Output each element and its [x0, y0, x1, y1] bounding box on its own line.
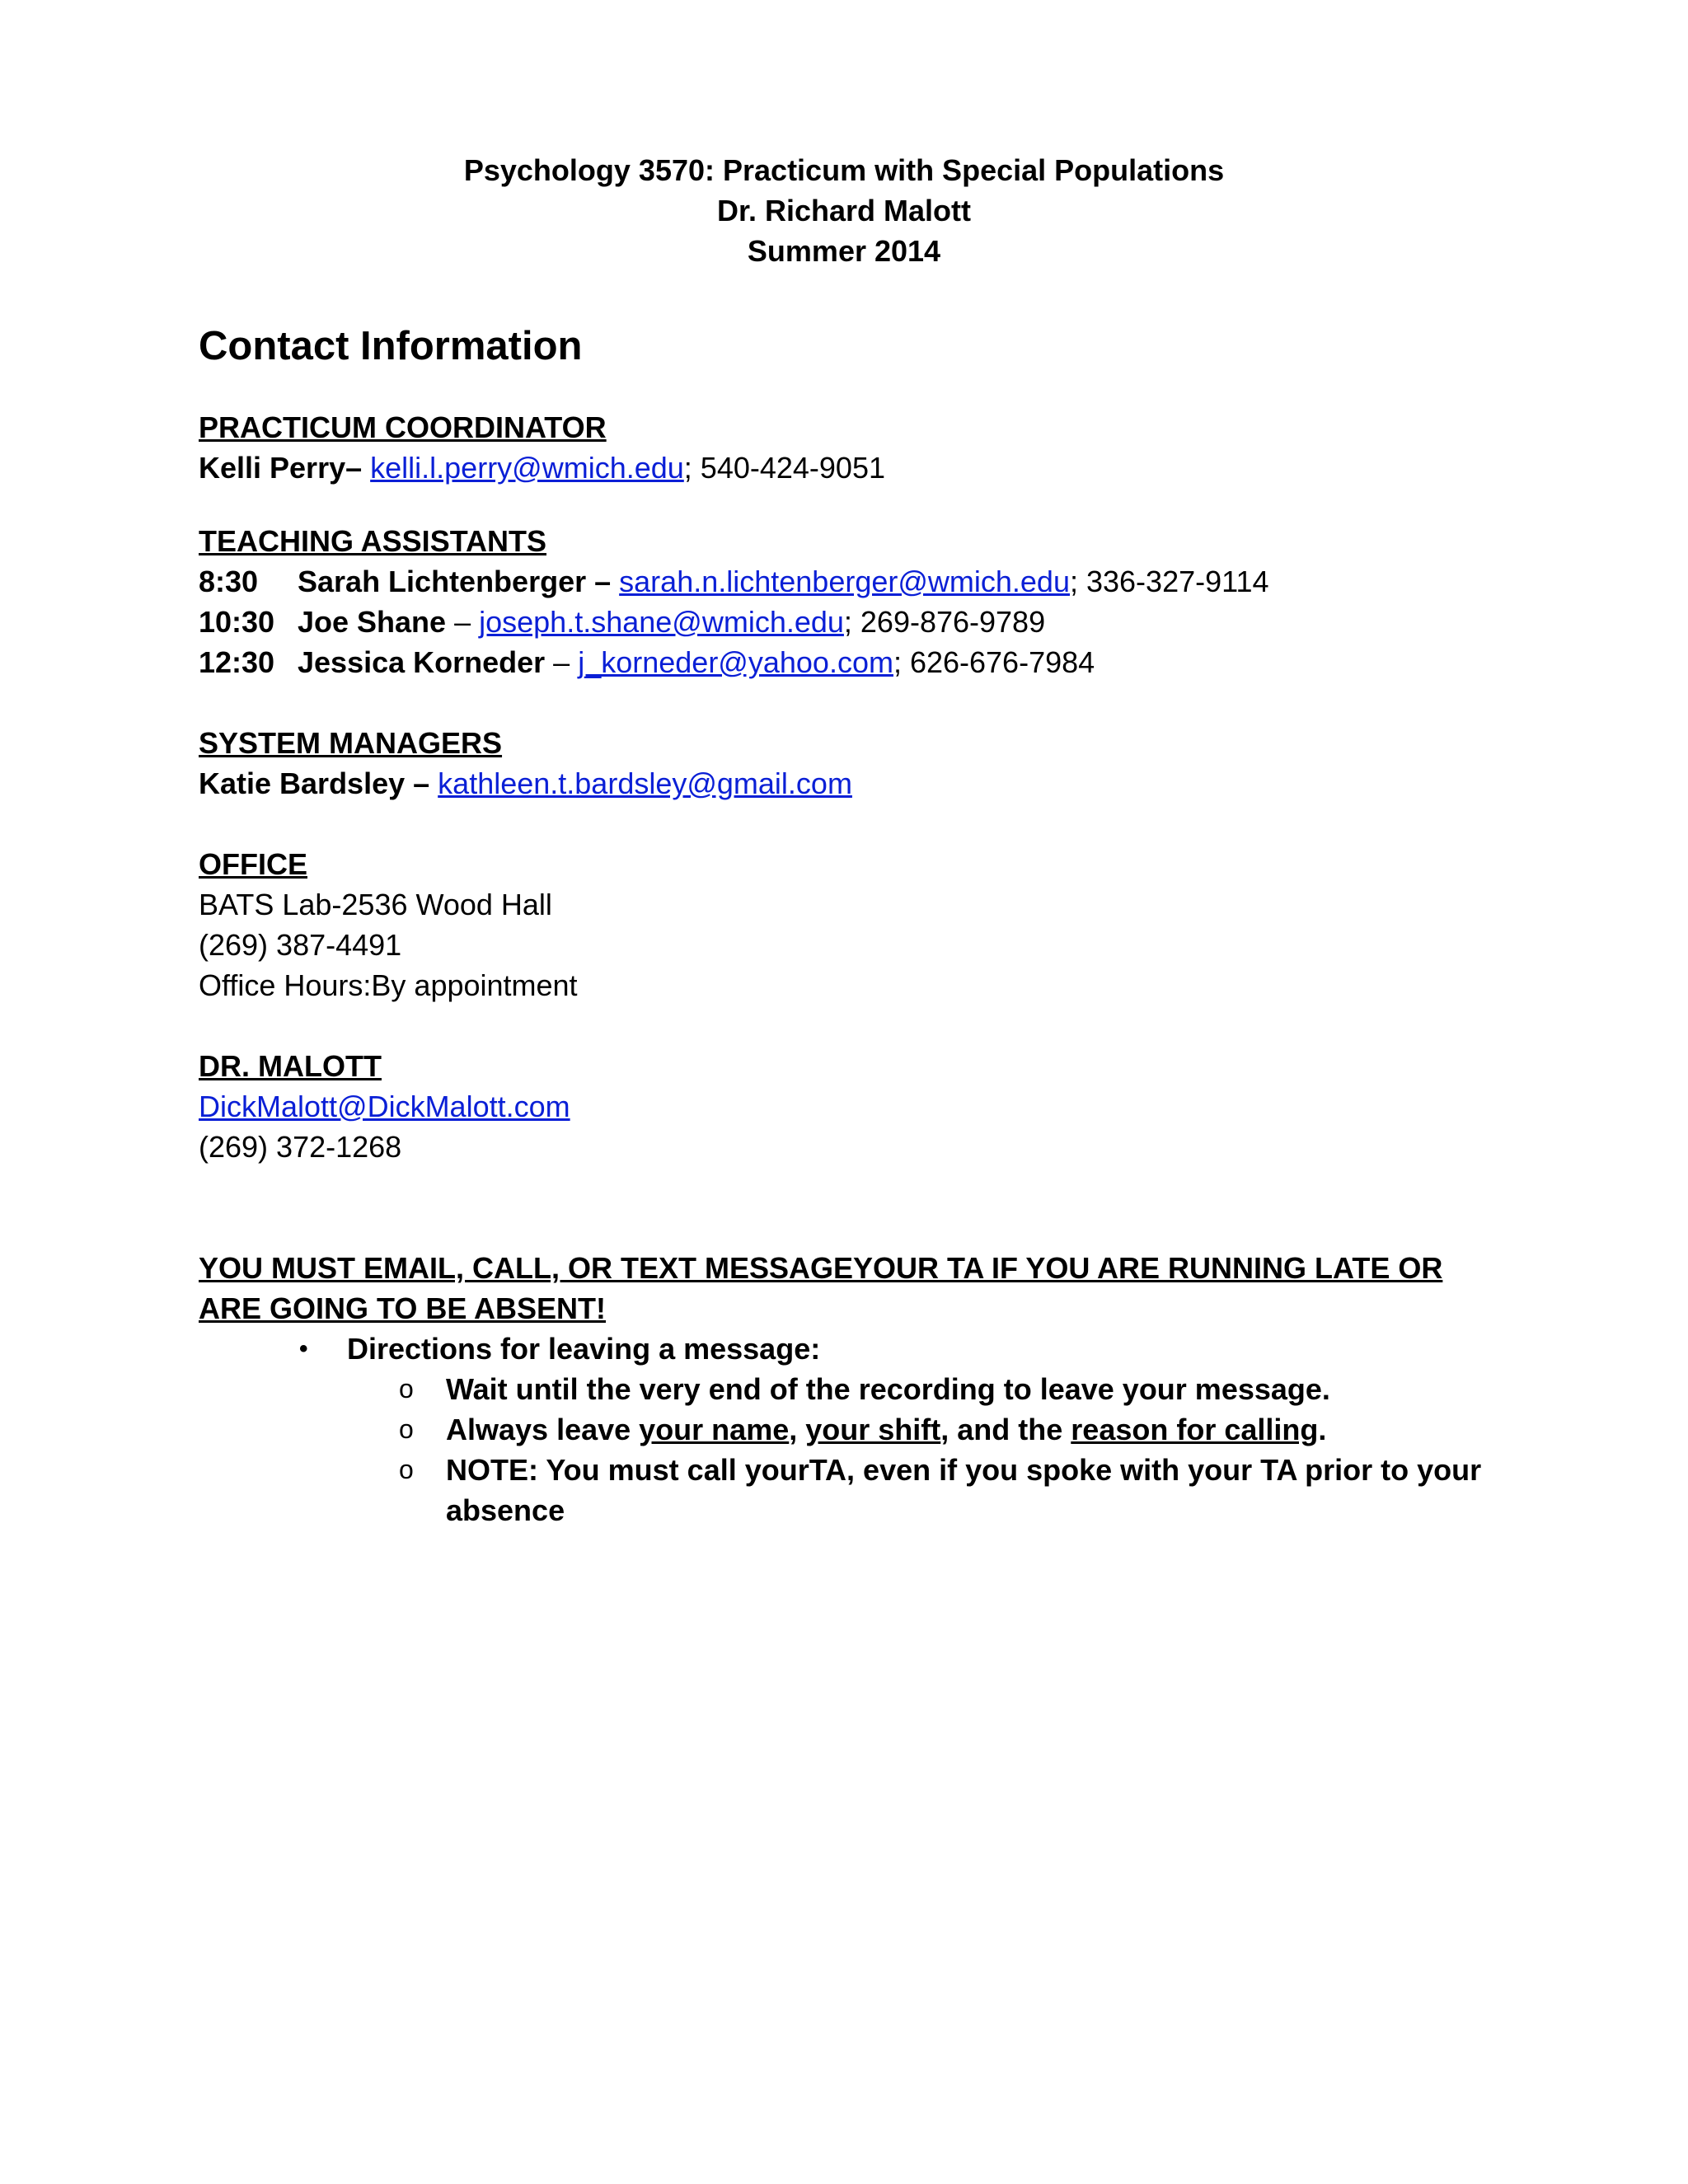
ta-name: Jessica Korneder: [298, 645, 546, 679]
ta-email-link[interactable]: joseph.t.shane@wmich.edu: [479, 605, 844, 639]
direction-step-text: Wait until the very end of the recording to leave your message.: [446, 1372, 1330, 1406]
office-location: BATS Lab-2536 Wood Hall: [199, 888, 552, 921]
page-title: Contact Information: [199, 324, 583, 368]
directions-item: [199, 1329, 1517, 1369]
your-name-emphasis: your name: [639, 1413, 790, 1446]
system-manager-entry: [199, 763, 1517, 804]
ta-separator: –: [446, 605, 480, 639]
sub-bullet-marker: o: [399, 1414, 414, 1444]
ta-email-link[interactable]: j_korneder@yahoo.com: [578, 645, 893, 679]
direction-step: [199, 1409, 1517, 1450]
attendance-warning: YOU MUST EMAIL, CALL, OR TEXT MESSAGEYOUR TA IF YOU ARE RUNNING LATE OR ARE GOING TO BE ABSENT!: [199, 1251, 1443, 1325]
term: Summer 2014: [747, 234, 941, 268]
ta-shift-time: 12:30: [199, 645, 275, 679]
direction-step-text: Always leave: [446, 1413, 640, 1446]
ta-email-link[interactable]: sarah.n.lichtenberger@wmich.edu: [619, 565, 1070, 598]
coordinator-name: Kelli Perry–: [199, 451, 363, 485]
ta-phone: ; 626-676-7984: [893, 645, 1095, 679]
document-body: [199, 321, 1517, 1530]
ta-shift-time: 8:30: [199, 565, 259, 598]
ta-heading: TEACHING ASSISTANTS: [199, 524, 547, 558]
coordinator-heading: PRACTICUM COORDINATOR: [199, 410, 607, 444]
direction-step-text: NOTE: You must call yourTA, even if you spoke with your TA prior to your absence: [446, 1453, 1482, 1527]
your-shift-emphasis: your shift: [805, 1413, 941, 1446]
ta-shift-time: 10:30: [199, 605, 275, 639]
coordinator-entry: [199, 448, 1517, 488]
system-manager-name: Katie Bardsley –: [199, 766, 430, 800]
sub-bullet-marker: o: [399, 1374, 414, 1404]
ta-name: Sarah Lichtenberger –: [298, 565, 612, 598]
malott-heading: DR. MALOTT: [199, 1049, 382, 1083]
system-manager-email-link[interactable]: kathleen.t.bardsley@gmail.com: [438, 766, 852, 800]
instructor-name: Dr. Richard Malott: [716, 194, 972, 227]
ta-phone: ; 336-327-9114: [1069, 565, 1269, 598]
direction-step-text: .: [1318, 1413, 1327, 1446]
ta-row: [199, 602, 1517, 642]
reason-emphasis: reason for calling: [1071, 1413, 1319, 1446]
directions-label: Directions for leaving a message:: [347, 1332, 821, 1366]
bullet-marker: •: [299, 1335, 308, 1362]
sub-bullet-marker: o: [399, 1455, 414, 1484]
malott-email-link[interactable]: DickMalott@DickMalott.com: [199, 1090, 570, 1123]
coordinator-phone: ; 540-424-9051: [683, 451, 885, 485]
document-header: [0, 150, 1688, 271]
office-hours: Office Hours:By appointment: [199, 968, 578, 1002]
ta-row: [199, 642, 1517, 682]
system-managers-heading: SYSTEM MANAGERS: [199, 726, 503, 760]
ta-name: Joe Shane: [298, 605, 447, 639]
malott-email-line: [199, 1086, 1517, 1127]
office-phone: (269) 387-4491: [199, 928, 402, 962]
course-title: Psychology 3570: Practicum with Special Populations: [463, 153, 1225, 187]
coordinator-email-link[interactable]: kelli.l.perry@wmich.edu: [370, 451, 684, 485]
direction-step-text: ,: [789, 1413, 806, 1446]
office-heading: OFFICE: [199, 847, 307, 881]
ta-row: [199, 561, 1517, 602]
direction-step: [199, 1369, 1517, 1409]
malott-phone: (269) 372-1268: [199, 1130, 402, 1164]
direction-step: [199, 1450, 1517, 1530]
ta-separator: –: [545, 645, 579, 679]
direction-step-text: , and the: [940, 1413, 1071, 1446]
ta-phone: ; 269-876-9789: [843, 605, 1046, 639]
